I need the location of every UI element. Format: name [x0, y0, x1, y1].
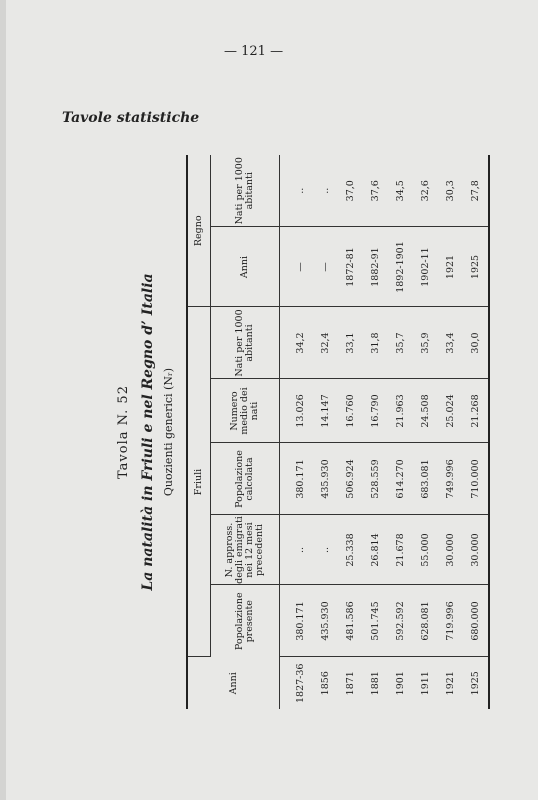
- table-cell: 719.996: [438, 585, 463, 657]
- table-cell: 1872-81: [338, 227, 363, 307]
- table-cell: ..: [280, 515, 314, 585]
- table-row: [388, 155, 413, 709]
- table-cell: ..: [280, 155, 314, 227]
- table-cell: 528.559: [363, 443, 388, 515]
- table-cell: 481.586: [338, 585, 363, 657]
- table-cell: 1871: [345, 671, 356, 696]
- column-header-row: [211, 155, 280, 709]
- table-cell: 16.790: [363, 379, 388, 443]
- table-cell: 24.508: [413, 379, 438, 443]
- table-cell: 35,7: [388, 307, 413, 379]
- table-cell: 1892-1901: [388, 227, 413, 307]
- table-cell: 1856: [320, 671, 331, 696]
- statistics-table: [186, 155, 490, 709]
- table-cell: 32,4: [313, 307, 338, 379]
- group-header-friuli: Friuli: [187, 307, 211, 657]
- table-cell: 21.678: [388, 515, 413, 585]
- table-body: [280, 155, 490, 709]
- table-cell: 31,8: [363, 307, 388, 379]
- table-cell: 1925: [463, 657, 489, 709]
- col-header-popolazione-calcolata: Popolazione calcolata: [211, 443, 280, 515]
- table-cell: 1911: [420, 671, 431, 696]
- table-cell: 710.000: [463, 443, 489, 515]
- table-title: La natalità in Friuli e nel Regno d’ Italia: [140, 273, 156, 591]
- table-cell: 1921: [445, 671, 456, 696]
- table-cell: 380.171: [280, 443, 314, 515]
- table-cell: 1925: [463, 227, 489, 307]
- table-cell: 1921: [438, 227, 463, 307]
- col-header-nati-1000: Nati per 1000 abitanti: [211, 307, 280, 379]
- table-row: [413, 155, 438, 709]
- table-cell: ..: [313, 155, 338, 227]
- table-cell: 614.270: [388, 443, 413, 515]
- table-label: Tavola N. 52: [116, 385, 131, 479]
- table-cell: 16.760: [338, 379, 363, 443]
- table-cell: 683.081: [413, 443, 438, 515]
- table-cell: 501.745: [363, 585, 388, 657]
- table-cell: 1881: [370, 671, 381, 696]
- table-row: [313, 155, 338, 709]
- table-cell: 13.026: [280, 379, 314, 443]
- table-cell: 1902-11: [413, 227, 438, 307]
- table-cell: 37,6: [363, 155, 388, 227]
- table-cell: —: [280, 227, 314, 307]
- table-row: [438, 155, 463, 709]
- table-cell: 1827-36: [295, 663, 306, 703]
- table-cell: 1882-91: [363, 227, 388, 307]
- table-cell: 33,4: [438, 307, 463, 379]
- col-header-regno-nati-1000: Nati per 1000 abitanti: [211, 155, 280, 227]
- col-header-anni: Anni: [187, 657, 280, 709]
- table-cell: 30,0: [463, 307, 489, 379]
- rotated-table-block: [116, 155, 481, 709]
- table-cell: 33,1: [338, 307, 363, 379]
- table-cell: 435.930: [313, 585, 338, 657]
- table-cell: 21.268: [463, 379, 489, 443]
- table-cell: 1901: [395, 671, 406, 696]
- table-row: [338, 155, 363, 709]
- col-header-regno-anni: Anni: [211, 227, 280, 307]
- table-cell: 592.592: [388, 585, 413, 657]
- table-cell: ..: [313, 515, 338, 585]
- table-cell: 25.024: [438, 379, 463, 443]
- table-cell: 435.930: [313, 443, 338, 515]
- page-edge: [0, 0, 6, 800]
- page-number: — 121 —: [224, 44, 284, 59]
- table-cell: 21.963: [388, 379, 413, 443]
- col-header-emigrati: N. appross. degli emigrati nei 12 mesi precedenti: [211, 515, 280, 585]
- table-cell: 25.338: [338, 515, 363, 585]
- table-cell: 30,3: [438, 155, 463, 227]
- table-cell: 34,5: [388, 155, 413, 227]
- table-subtitle: Quozienti generici (Nᵣ): [162, 367, 175, 497]
- table-cell: 506.924: [338, 443, 363, 515]
- table-cell: 30.000: [438, 515, 463, 585]
- table-cell: 34,2: [280, 307, 314, 379]
- table-cell: —: [313, 227, 338, 307]
- group-header-row: [187, 155, 211, 709]
- table-row: [463, 155, 489, 709]
- table-cell: 32,6: [413, 155, 438, 227]
- table-cell: 680.000: [463, 585, 489, 657]
- table-cell: 55.000: [413, 515, 438, 585]
- section-title: Tavole statistiche: [62, 110, 200, 126]
- table-cell: 27,8: [463, 155, 489, 227]
- table-cell: 380.171: [280, 585, 314, 657]
- table-cell: 37,0: [338, 155, 363, 227]
- col-header-numero-nati: Numero medio dei nati: [211, 379, 280, 443]
- table-row: [363, 155, 388, 709]
- table-cell: 26.814: [363, 515, 388, 585]
- table-cell: 35,9: [413, 307, 438, 379]
- col-header-popolazione-presente: Popolazione presente: [211, 585, 280, 657]
- table-cell: 14.147: [313, 379, 338, 443]
- table-row: [280, 155, 314, 709]
- table-cell: 749.996: [438, 443, 463, 515]
- table-cell: 30.000: [463, 515, 489, 585]
- group-header-regno: Regno: [187, 155, 211, 307]
- table-cell: 628.081: [413, 585, 438, 657]
